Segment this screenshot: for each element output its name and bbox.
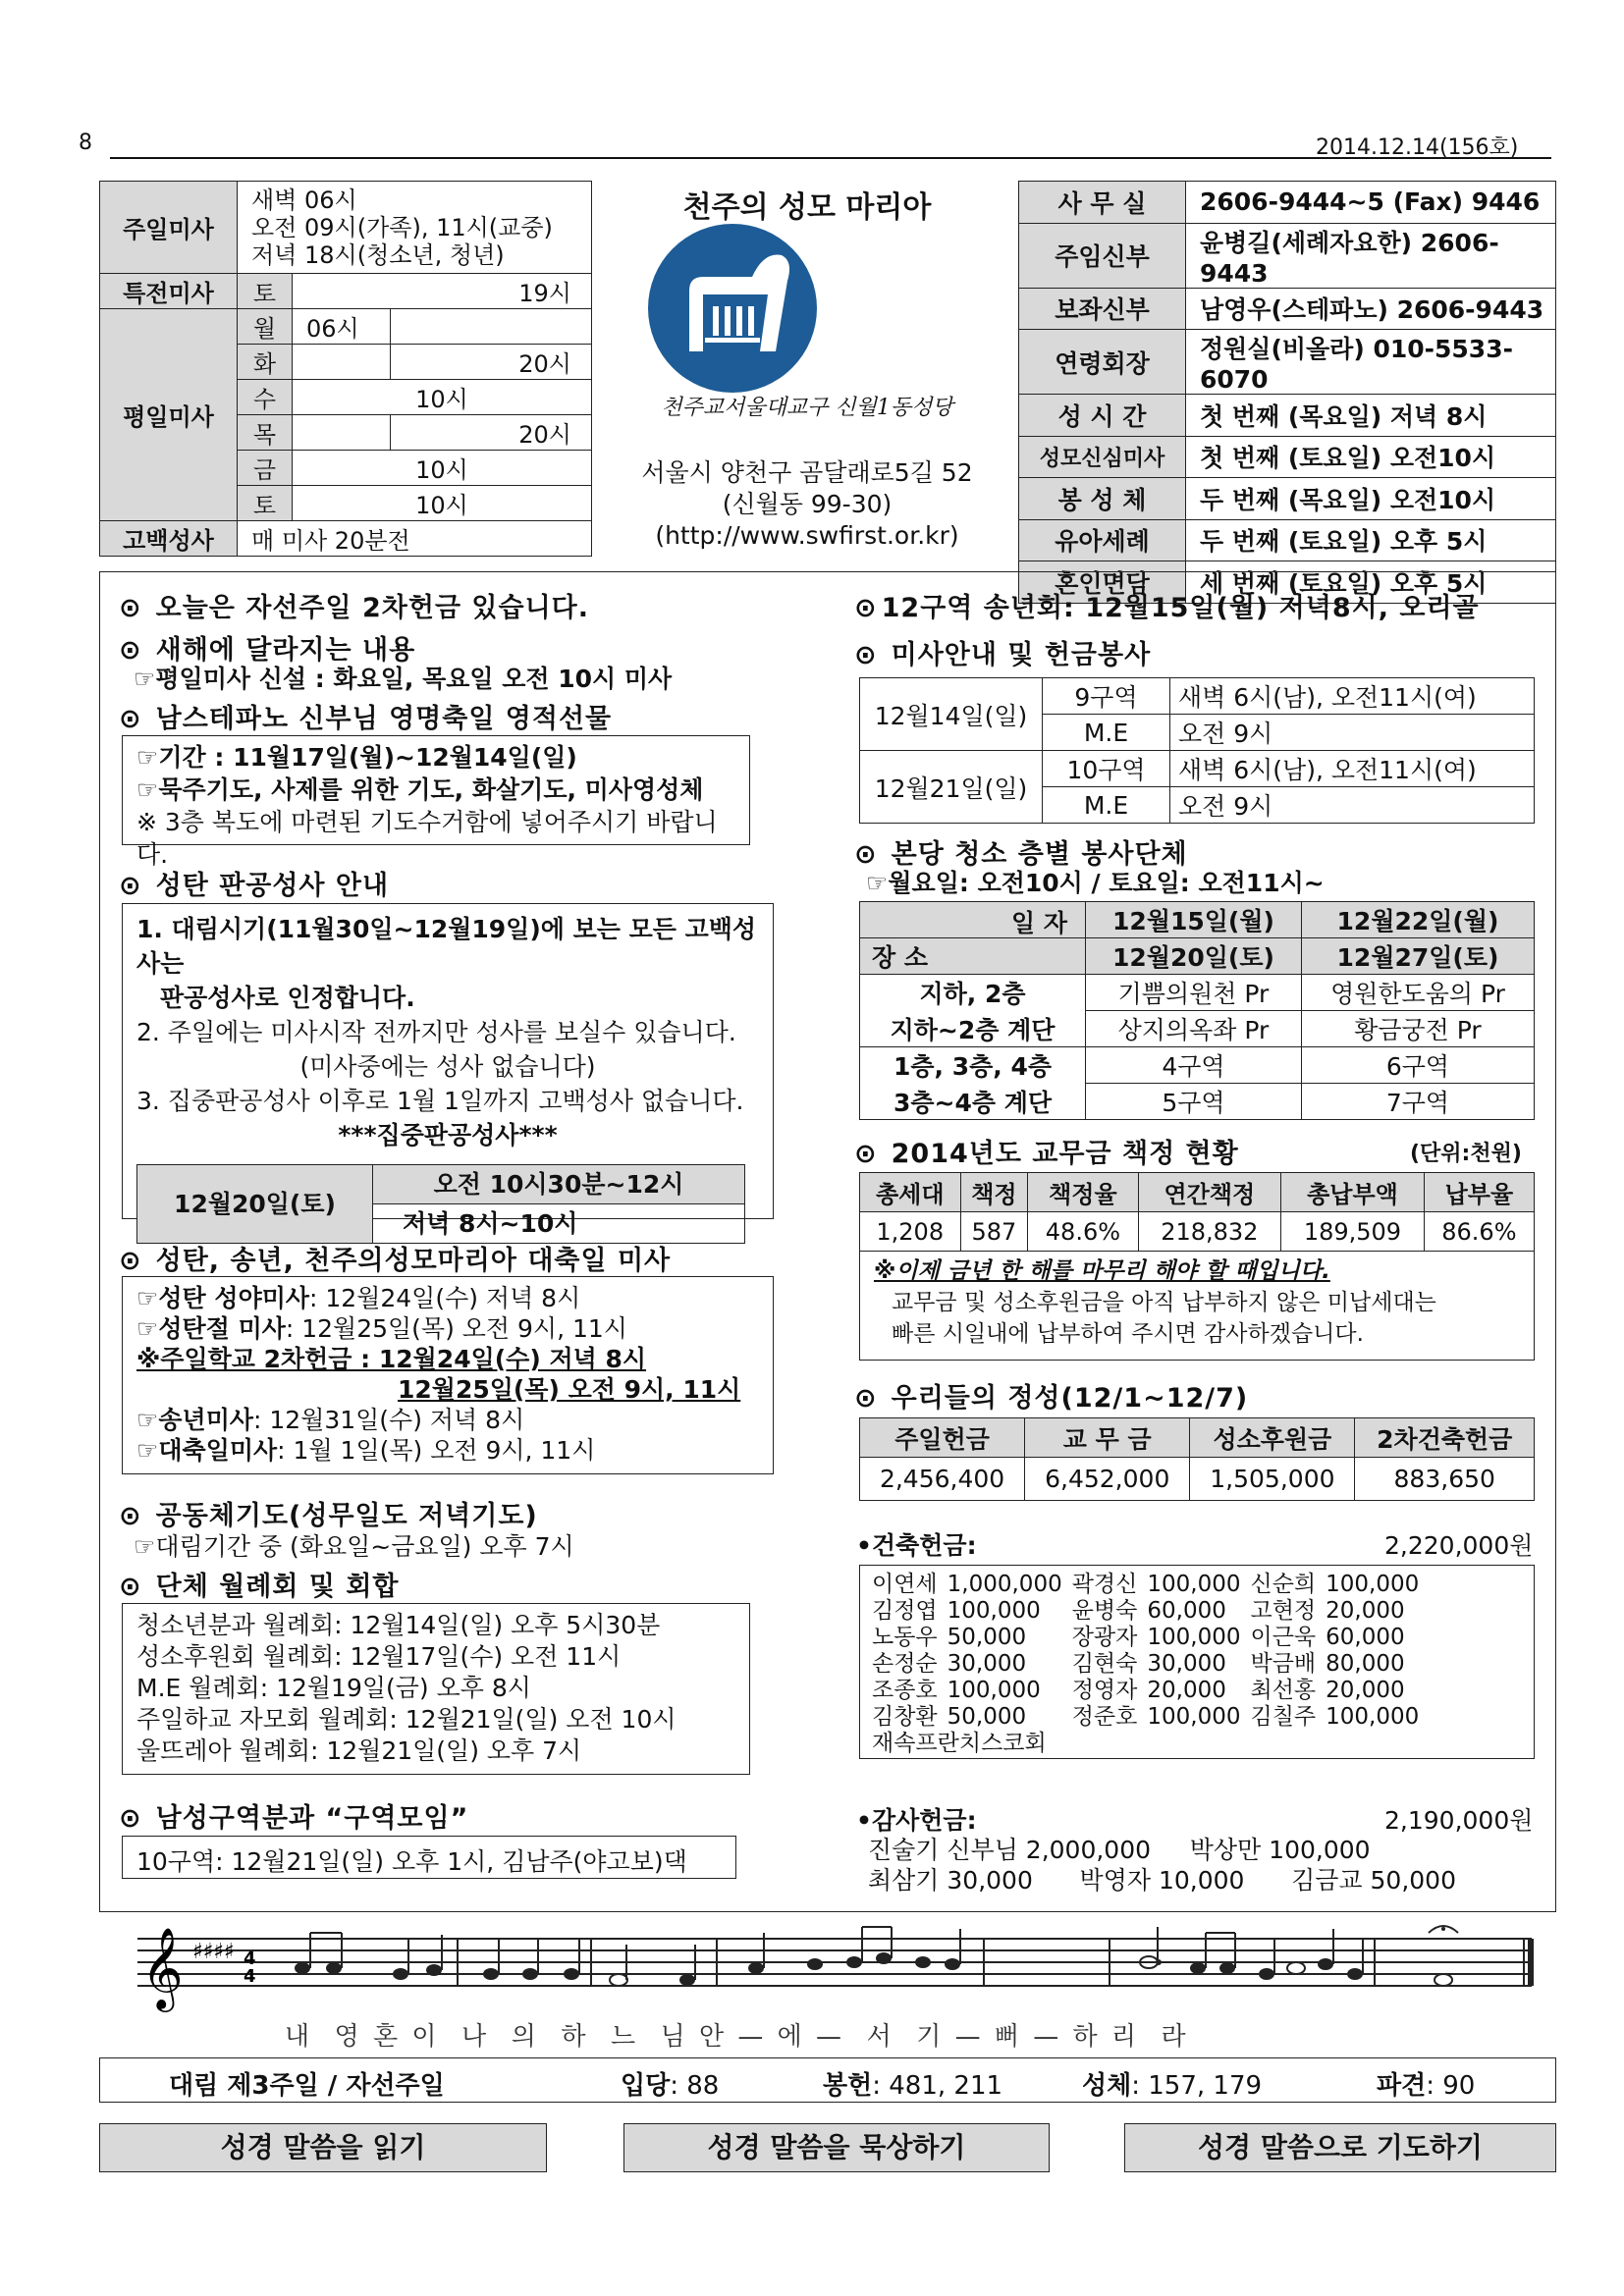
donor-name: 김현숙 (1071, 1651, 1138, 1677)
donor-name: 김정엽 (872, 1598, 938, 1624)
read-scripture-button[interactable]: 성경 말씀을 읽기 (99, 2123, 547, 2172)
cleaning-group: 기쁨의원천 Pr (1086, 975, 1302, 1011)
box-line: 주일하교 자모회 월례회: 12월21일(일) 오전 10시 (136, 1705, 677, 1734)
donor-name: 신순희 (1250, 1572, 1317, 1597)
tithe-header: 책정 (960, 1173, 1028, 1212)
tithe-value: 189,509 (1281, 1212, 1425, 1252)
box-line: 1. 대림시기(11월30일~12월19일)에 보는 모든 고백성사는 (136, 915, 757, 978)
contact-label: 연령회장 (1019, 330, 1186, 395)
service-group: 9구역 (1043, 678, 1170, 715)
contact-value: 두 번째 (목요일) 오전10시 (1186, 478, 1556, 520)
parish-logo-icon (646, 222, 819, 395)
service-time: 새벽 6시(남), 오전11시(여) (1170, 751, 1535, 787)
confession-time: 오전 10시30분~12시 (373, 1165, 745, 1204)
district-meeting-box: 10구역: 12월21일(일) 오후 1시, 김남주(야고보)댁 (122, 1836, 736, 1879)
service-time: 오전 9시 (1170, 787, 1535, 824)
mass-line: 새벽 06시 (251, 186, 357, 214)
unit-label: (단위:천원) (1410, 1142, 1522, 1166)
notice-confession: ⊙ 성탄 판공성사 안내 (119, 871, 390, 901)
mass-time: 06시 (293, 309, 391, 345)
donor-amount: 100,000 (1326, 1572, 1420, 1597)
donor-name: 장광자 (1071, 1625, 1138, 1650)
box-line: ※ 3층 복도에 마련된 기도수거함에 넣어주시기 바랍니다. (136, 808, 718, 869)
box-line: ☞묵주기도, 사제를 위한 기도, 화살기도, 미사영성체 (136, 775, 704, 804)
donor-amount: 20,000 (1326, 1678, 1405, 1703)
donor-amount: 30,000 (947, 1651, 1027, 1677)
tithe-value: 86.6% (1424, 1212, 1534, 1252)
donor-name: 박금배 (1250, 1651, 1317, 1677)
donor-name: 김칠주 (1250, 1704, 1317, 1730)
box-line: 판공성사로 인정합니다. (160, 984, 415, 1012)
donor-amount: 30,000 (1147, 1651, 1226, 1677)
mass-line: 저녁 18시(청소년, 청년) (251, 240, 505, 269)
notice-district-meeting: ⊙ 남성구역분과 “구역모임” (119, 1803, 469, 1834)
box-line: ***집중판공성사*** (338, 1121, 558, 1149)
mass-time: 10시 (293, 380, 592, 415)
mass-time: 19시 (293, 274, 592, 309)
address-line: 서울시 양천구 곰달래로5길 52 (641, 458, 973, 487)
tithe-table (859, 1172, 1535, 1252)
notice-year-end-party: ⊙ 12구역 송년회: 12월15일(월) 저녁8시, 오리골 (854, 593, 1480, 623)
feast-gift-box (122, 735, 750, 869)
offering-table (859, 1417, 1535, 1501)
box-line: 성소후원회 월례회: 12월17일(수) 오전 11시 (136, 1642, 622, 1671)
meditate-scripture-button[interactable]: 성경 말씀을 묵상하기 (623, 2123, 1050, 2172)
donor-name: 조종호 (872, 1678, 938, 1703)
offering-service-table (859, 677, 1535, 824)
notice-community-prayer: ⊙ 공동체기도(성무일도 저녁기도) (119, 1501, 538, 1531)
parish-website-link[interactable]: (http://www.swfirst.or.kr) (655, 521, 959, 550)
tithe-header: 총납부액 (1281, 1173, 1425, 1212)
tithe-value: 587 (960, 1212, 1028, 1252)
notice-feast-gift: ⊙ 남스테파노 신부님 영명축일 영적선물 (119, 704, 613, 734)
donor-name: 고현정 (1250, 1598, 1317, 1624)
confession-table (136, 1164, 745, 1244)
cleaning-place: 지하~2층 계단 (860, 1011, 1086, 1047)
contacts-table (1018, 181, 1556, 604)
mass-text: 매 미사 20분전 (238, 521, 592, 557)
mass-day: 토 (238, 486, 293, 521)
notice-new-year-changes: ⊙ 새해에 달라지는 내용 (119, 635, 416, 666)
contact-value: 두 번째 (토요일) 오후 5시 (1186, 519, 1556, 561)
donor-amount: 100,000 (1147, 1572, 1241, 1597)
donor-name: 이근욱 (1250, 1625, 1317, 1650)
building-fund-box (859, 1565, 1535, 1759)
mass-label: 주일미사 (100, 182, 238, 274)
donor-amount: 100,000 (1326, 1704, 1420, 1730)
tithe-header: 납부율 (1424, 1173, 1534, 1212)
donor-name: 손정순 (872, 1651, 938, 1677)
donor-amount: 50,000 (947, 1625, 1027, 1650)
contact-value: 첫 번째 (목요일) 저녁 8시 (1186, 395, 1556, 437)
page-number: 8 (79, 131, 92, 155)
building-fund-total: 2,220,000원 (1384, 1531, 1534, 1560)
notice-christmas-mass: ⊙ 성탄, 송년, 천주의성모마리아 대축일 미사 (119, 1246, 672, 1276)
notice-mass-offering: ⊙ 미사안내 및 헌금봉사 (854, 640, 1152, 670)
confession-time: 저녁 8시~10시 (373, 1204, 745, 1244)
mass-time: 10시 (293, 486, 592, 521)
donor-name: 정영자 (1071, 1678, 1138, 1703)
svg-text:4: 4 (244, 1966, 256, 1987)
mass-label: 특전미사 (100, 274, 238, 309)
parish-handwriting-logo: 천주교서울대교구 신월1동성당 (661, 396, 953, 420)
svg-text:♯♯♯♯: ♯♯♯♯ (192, 1940, 235, 1964)
notice-tithe-status: ⊙ 2014년도 교무금 책정 현황 (854, 1139, 1239, 1169)
donor-name: 이연세 (872, 1572, 938, 1597)
donor-name (1251, 1731, 1326, 1757)
donor-amount: 60,000 (1326, 1625, 1405, 1650)
mass-label: 고백성사 (100, 521, 238, 557)
cleaning-date: 12월20일(토) (1086, 938, 1302, 975)
cleaning-group: 4구역 (1086, 1047, 1302, 1084)
mass-day: 금 (238, 451, 293, 486)
contact-value: 첫 번째 (토요일) 오전10시 (1186, 436, 1556, 478)
offering-value: 2,456,400 (860, 1458, 1025, 1501)
donor-amount (1326, 1731, 1429, 1757)
mass-schedule-table (99, 181, 592, 557)
cleaning-group: 영원한도움의 Pr (1301, 975, 1534, 1011)
parish-address (601, 457, 1013, 552)
sunday-title: 대림 제3주일 / 자선주일 (169, 2071, 445, 2101)
contact-value: 윤병길(세례자요한) 2606-9443 (1186, 223, 1556, 288)
donor-amount: 100,000 (1147, 1625, 1241, 1650)
donor-amount: 1,000,000 (947, 1572, 1062, 1597)
mass-time: 20시 (391, 415, 592, 451)
pray-scripture-button[interactable]: 성경 말씀으로 기도하기 (1124, 2123, 1556, 2172)
donor-amount: 50,000 (947, 1704, 1027, 1730)
offering-value: 883,650 (1355, 1458, 1535, 1501)
donor-name: 재속프란치스코회 (872, 1731, 1047, 1756)
confession-box (122, 903, 774, 1238)
cleaning-group: 상지의옥좌 Pr (1086, 1011, 1302, 1047)
donor-amount (1147, 1731, 1250, 1757)
cleaning-place: 지하, 2층 (860, 975, 1086, 1011)
box-line: 울뜨레아 월례회: 12월21일(일) 오후 7시 (136, 1736, 582, 1765)
contact-label: 성 시 간 (1019, 395, 1186, 437)
hymn-lyrics: 내 영 혼 이 나 의 하 느 님 안 — 에 — 서 기 — 뻐 — 하 리 라 (285, 2022, 1189, 2052)
service-time: 오전 9시 (1170, 715, 1535, 751)
mass-day: 수 (238, 380, 293, 415)
service-group: M.E (1043, 715, 1170, 751)
mass-time: 20시 (391, 345, 592, 380)
donor-amount: 20,000 (1326, 1598, 1405, 1624)
mass-day: 월 (238, 309, 293, 345)
donor-name: 곽경신 (1071, 1572, 1138, 1597)
offering-header: 주일헌금 (860, 1418, 1025, 1458)
service-date: 12월14일(일) (860, 678, 1043, 751)
service-group: 10구역 (1043, 751, 1170, 787)
svg-text:4: 4 (244, 1949, 256, 1969)
cleaning-place: 3층~4층 계단 (860, 1084, 1086, 1120)
cleaning-table: 일 자 12월15일(월) 12월22일(월) 장 소 12월20일(토) 12월27일(토) 지하, 2층 기쁨의원천 Pr 영원한도움의 Pr 지하~2층 계단 상지의옥좌 Pr 황금궁전 Pr 1층, 3층, 4층 4구역 6구역 3층~4층 계단 5구역 7구역 (859, 901, 1535, 1120)
offering-header: 2차건축헌금 (1355, 1418, 1535, 1458)
contact-label: 보좌신부 (1019, 288, 1186, 330)
contact-value: 정원실(비올라) 010-5533-6070 (1186, 330, 1556, 395)
notice-cleaning: ⊙ 본당 청소 층별 봉사단체 (854, 839, 1188, 870)
cleaning-group: 6구역 (1301, 1047, 1534, 1084)
cleaning-date: 12월15일(월) (1086, 902, 1302, 938)
donor-name: 최선홍 (1250, 1678, 1317, 1703)
tithe-value: 48.6% (1028, 1212, 1138, 1252)
mass-time: 10시 (293, 451, 592, 486)
mass-day: 토 (238, 274, 293, 309)
thanks-line: 진술기 신부님 2,000,000 박상만 100,000 (868, 1836, 1371, 1864)
confession-date: 12월20일(토) (137, 1165, 373, 1244)
tithe-header: 연간책정 (1138, 1173, 1281, 1212)
parish-title: 천주의 성모 마리아 (682, 190, 932, 225)
box-line: 3. 집중판공성사 이후로 1월 1일까지 고백성사 없습니다. (136, 1087, 744, 1115)
prayer-time: ☞대림기간 중 (화요일~금요일) 오후 7시 (134, 1532, 574, 1561)
contact-value: 남영우(스테파노) 2606-9443 (1186, 288, 1556, 330)
tithe-value: 218,832 (1138, 1212, 1281, 1252)
mass-label: 평일미사 (100, 309, 238, 521)
donor-name (1072, 1731, 1148, 1757)
box-line: 청소년분과 월례회: 12월14일(일) 오후 5시30분 (136, 1611, 661, 1639)
cleaning-time: ☞월요일: 오전10시 / 토요일: 오전11시~ (866, 869, 1325, 897)
mass-line: 오전 09시(가족), 11시(교중) (251, 213, 553, 241)
contact-label: 성모신심미사 (1019, 436, 1186, 478)
cleaning-place: 1층, 3층, 4층 (860, 1047, 1086, 1084)
mass-day: 화 (238, 345, 293, 380)
new-weekday-mass: ☞평일미사 신설 : 화요일, 목요일 오전 10시 미사 (134, 665, 673, 693)
note-line: ※이제 금년 한 해를 마무리 해야 할 때입니다. (874, 1258, 1330, 1284)
contact-label: 혼인면담 (1019, 561, 1186, 604)
tithe-header: 책정율 (1028, 1173, 1138, 1212)
donor-amount: 80,000 (1326, 1651, 1405, 1677)
contact-label: 사 무 실 (1019, 182, 1186, 224)
thanks-line: 최삼기 30,000 박영자 10,000 김금교 50,000 (868, 1866, 1456, 1895)
tithe-header: 총세대 (860, 1173, 961, 1212)
tithe-value: 1,208 (860, 1212, 961, 1252)
notice-charity-sunday: ⊙ 오늘은 자선주일 2차헌금 있습니다. (119, 593, 590, 623)
donor-amount: 20,000 (1147, 1678, 1226, 1703)
box-line: M.E 월례회: 12월19일(금) 오후 8시 (136, 1674, 531, 1702)
tithe-note-box (859, 1251, 1535, 1361)
mass-day: 목 (238, 415, 293, 451)
cleaning-date: 12월22일(월) (1301, 902, 1534, 938)
contact-label: 주임신부 (1019, 223, 1186, 288)
notice-meetings: ⊙ 단체 월례회 및 회합 (119, 1572, 400, 1602)
offering-value: 6,452,000 (1025, 1458, 1190, 1501)
notice-offerings: ⊙ 우리들의 정성(12/1~12/7) (854, 1383, 1249, 1414)
donor-name: 윤병숙 (1071, 1598, 1138, 1624)
service-time: 새벽 6시(남), 오전11시(여) (1170, 678, 1535, 715)
cleaning-group: 황금궁전 Pr (1301, 1011, 1534, 1047)
cleaning-group: 5구역 (1086, 1084, 1302, 1120)
cleaning-group: 7구역 (1301, 1084, 1534, 1120)
offering-header: 교 무 금 (1025, 1418, 1190, 1458)
thanks-offering-label: •감사헌금: (856, 1806, 977, 1835)
service-group: M.E (1043, 787, 1170, 824)
address-line: (신월동 99-30) (722, 490, 893, 518)
donor-table (872, 1572, 1429, 1757)
box-line: ☞기간 : 11월17일(월)~12월14일(일) (136, 743, 577, 772)
donor-name: 김창환 (872, 1704, 938, 1730)
contact-label: 유아세례 (1019, 519, 1186, 561)
footer-info-bar: 대림 제3주일 / 자선주일 입당: 88 봉헌: 481, 211 성체: 157, 179 파견: 90 (99, 2057, 1556, 2103)
donor-amount: 100,000 (947, 1598, 1041, 1624)
contact-label: 봉 성 체 (1019, 478, 1186, 520)
note-line: 빠른 시일내에 납부하여 주시면 감사하겠습니다. (892, 1321, 1364, 1347)
donor-amount: 100,000 (1147, 1704, 1241, 1730)
service-date: 12월21일(일) (860, 751, 1043, 824)
contact-value: 2606-9444~5 (Fax) 9446 (1186, 182, 1556, 224)
svg-text:𝄞: 𝄞 (141, 1926, 184, 2008)
donor-name: 정준호 (1071, 1704, 1138, 1730)
building-fund-label: •건축헌금: (856, 1531, 977, 1560)
donor-amount: 100,000 (947, 1678, 1041, 1703)
note-line: 교무금 및 성소후원금을 아직 납부하지 않은 미납세대는 (892, 1290, 1436, 1315)
donor-amount: 60,000 (1147, 1598, 1226, 1624)
contact-value: 세 번째 (토요일) 오후 5시 (1186, 561, 1556, 604)
donor-name: 노동우 (872, 1625, 938, 1650)
offering-value: 1,505,000 (1190, 1458, 1355, 1501)
meetings-box (122, 1603, 750, 1775)
christmas-mass-box: ☞성탄 성야미사: 12월24일(수) 저녁 8시 ☞성탄절 미사: 12월25일(목) 오전 9시, 11시 ※주일학교 2차헌금 : 12월24일(수) 저녁 8시 12월25일(목) 오전 9시, 11시 ☞송년미사: 12월31일(수) 저녁 8시 ☞대축일미사: 1월 1일(목) 오전 9시, 11시 (122, 1276, 774, 1474)
box-line: (미사중에는 성사 없습니다) (299, 1052, 596, 1081)
box-line: 2. 주일에는 미사시작 전까지만 성사를 보실수 있습니다. (136, 1018, 736, 1046)
thanks-offering-total: 2,190,000원 (1384, 1806, 1534, 1835)
offering-header: 성소후원금 (1190, 1418, 1355, 1458)
cleaning-date: 12월27일(토) (1301, 938, 1534, 975)
issue-date: 2014.12.14(156호) (1316, 135, 1519, 160)
